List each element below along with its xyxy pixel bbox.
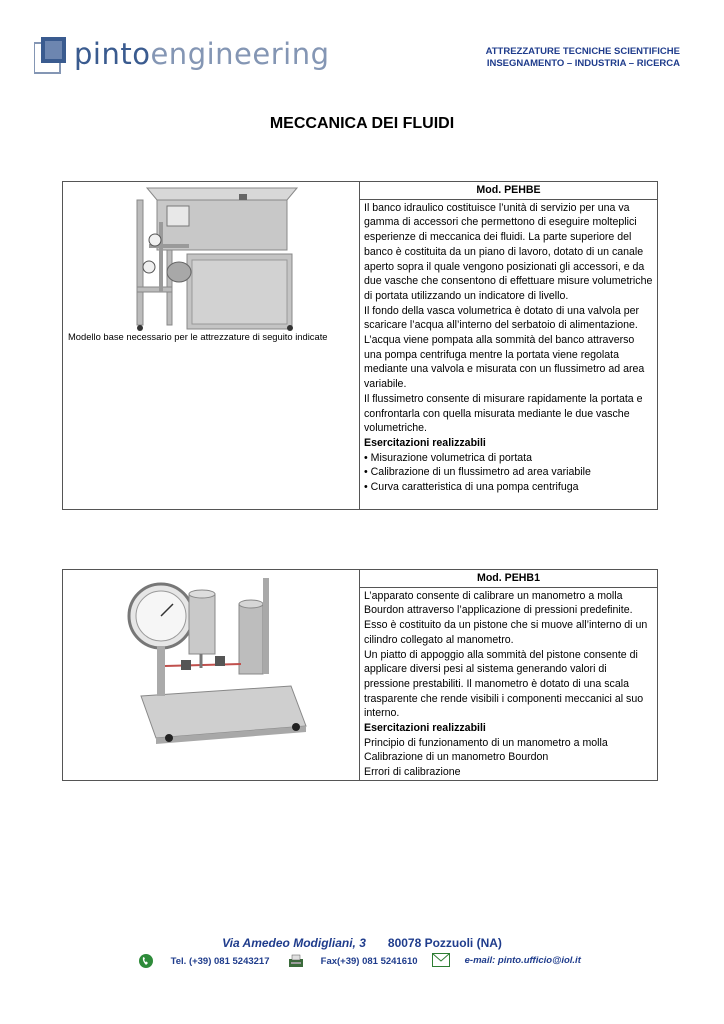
- phone-contact: [138, 953, 270, 969]
- description-paragraph: Il fondo della vasca volumetrica è dotato di una valvola per scaricare l’acqua all’interno del serbatoio di alimentazione. L’acqua viene pompata alla sommità del banco attraverso una pompa centrifuga mentre la portata viene regolata mediante una valvola e misurata con un flussimetro ad area variabile.: [364, 304, 645, 391]
- fax-contact: [288, 953, 418, 969]
- hydraulic-bench-image: [127, 182, 307, 332]
- city: 80078 Pozzuoli (NA): [387, 936, 502, 950]
- fax-icon: [288, 953, 304, 969]
- product-image-cell: [63, 570, 360, 781]
- footer-address: [0, 936, 724, 950]
- email-address[interactable]: e-mail: pinto.ufficio@iol.it: [464, 954, 581, 966]
- product-image-caption: Modello base necessario per le attrezzature di seguito indicate: [68, 331, 328, 342]
- bourdon-gauge-apparatus-image: [121, 576, 311, 746]
- header-tagline: [486, 46, 680, 70]
- exercise-item: Principio di funzionamento di un manometro a molla: [364, 736, 608, 749]
- company-logo: [34, 37, 354, 77]
- product-description: [364, 588, 653, 780]
- product-image-cell: [63, 182, 360, 510]
- street-address: Via Amedeo Modigliani, 3: [222, 936, 366, 950]
- tagline-line-1: ATTREZZATURE TECNICHE SCIENTIFICHE: [485, 46, 680, 57]
- model-name: Mod. PEHBE: [360, 182, 657, 200]
- phone-icon: [138, 953, 154, 969]
- email-icon: [432, 953, 450, 967]
- product-table-pehb1: [62, 569, 658, 781]
- exercise-item: • Calibrazione di un flussimetro ad area variabile: [364, 466, 591, 479]
- product-table-pehbe: [62, 181, 658, 510]
- logo-wordmark: pintoengineering: [74, 37, 330, 71]
- product-description-cell: [360, 570, 658, 781]
- fax-number: Fax(+39) 081 5241610: [320, 955, 418, 967]
- exercise-item: Errori di calibrazione: [364, 766, 461, 779]
- exercises-heading: Esercitazioni realizzabili: [364, 436, 486, 449]
- description-paragraph: L’apparato consente di calibrare un manometro a molla Bourdon attraverso l’applicazione di pressioni predefinite. Esso è costituito da un pistone che si muove all’interno di un cilindro collegato al manometro.: [364, 589, 648, 646]
- logo-mark-icon: [34, 37, 68, 75]
- tagline-line-2: INSEGNAMENTO – INDUSTRIA – RICERCA: [486, 58, 680, 69]
- product-description: [364, 200, 653, 495]
- exercise-item: • Curva caratteristica di una pompa centrifuga: [364, 481, 579, 494]
- page-title: MECCANICA DEI FLUIDI: [269, 115, 455, 132]
- description-paragraph: Un piatto di appoggio alla sommità del pistone consente di applicare diversi pesi al sistema generando valori di pressione prestabiliti. Il manometro è dotato di una scala trasparente che rende visibili i componenti meccanici al suo interno.: [364, 648, 644, 720]
- exercise-item: Calibrazione di un manometro Bourdon: [364, 751, 549, 764]
- phone-number: Tel. (+39) 081 5243217: [170, 955, 270, 967]
- email-contact: [432, 953, 581, 967]
- exercise-item: • Misurazione volumetrica di portata: [364, 451, 532, 464]
- description-paragraph: Il flussimetro consente di misurare rapidamente la portata e confrontarla con quella misurata mediante le due vasche volumetriche.: [364, 392, 643, 435]
- description-paragraph: Il banco idraulico costituisce l’unità di servizio per una va gamma di accessori che permettono di eseguire molteplici esperienze di meccanica dei fluidi. La parte superiore del banco è costituita da un piano di lavoro, dotato di un canale aperto sopra il quale vengono posizionati gli accessori, e da due vasche che consentono di effettuare misure volumetriche di portata utilizzando un indicatore di livello.: [364, 201, 653, 302]
- product-description-cell: [360, 182, 658, 510]
- model-name: Mod. PEHB1: [360, 570, 657, 588]
- exercises-heading: Esercitazioni realizzabili: [364, 722, 486, 735]
